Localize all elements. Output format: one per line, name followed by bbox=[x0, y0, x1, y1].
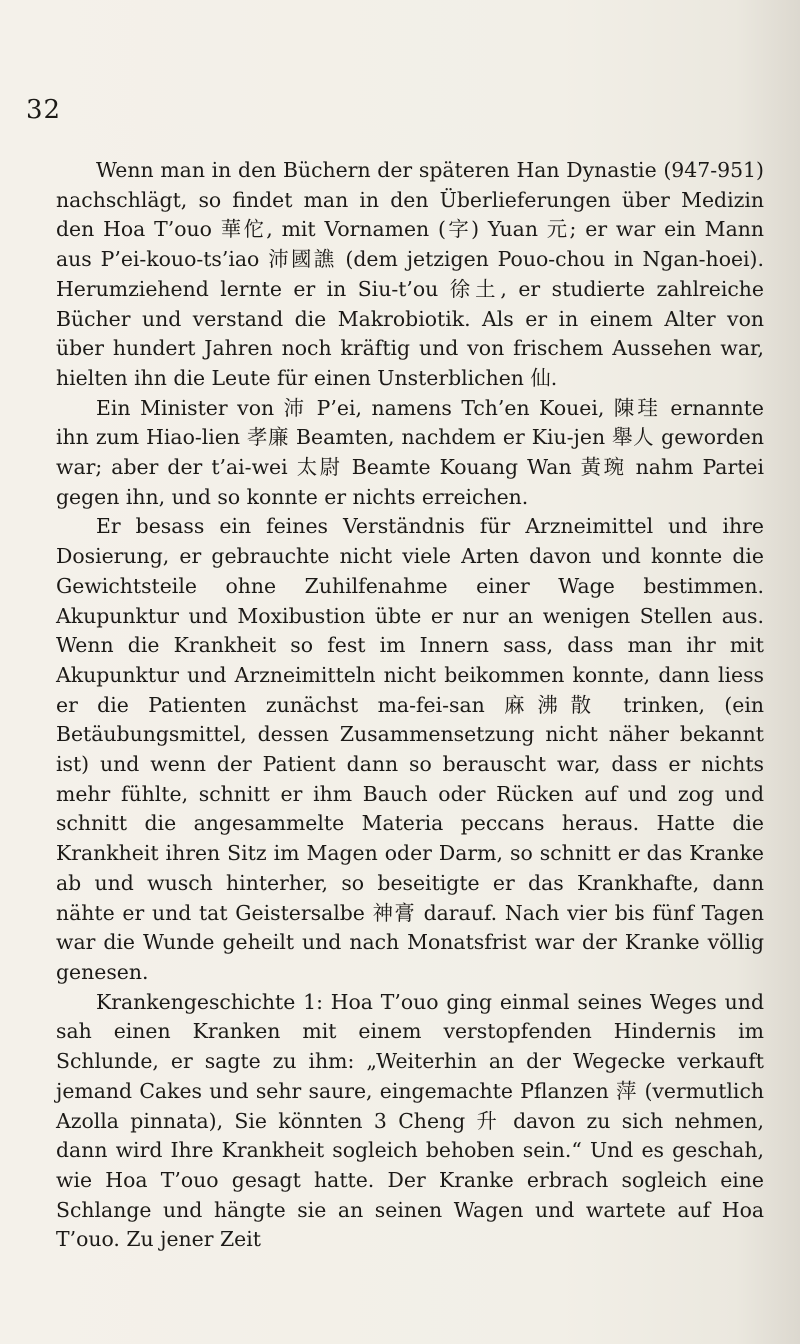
paragraph-1: Wenn man in den Büchern der späteren Han Dynastie (947-951) nachschlägt, so findet man in den Überlieferungen über Medizin den Hoa T’ouo 華佗, mit Vornamen (字) Yuan 元; er war ein Mann aus P’ei-kouo-ts’iao 沛國譙 (dem jetzigen Pouo-chou in Ngan-hoei). Herumziehend lernte er in Siu-t’ou 徐土, er studierte zahlreiche Bücher und verstand die Makrobiotik. Als er in einem Alter von über hundert Jahren noch kräftig und von frischem Aussehen war, hielten ihn die Leute für einen Unsterblichen 仙. bbox=[56, 158, 764, 390]
paragraph-2: Ein Minister von 沛 P’ei, namens Tch’en Kouei, 陳珪 ernannte ihn zum Hiao-lien 孝廉 Beamten, nachdem er Kiu-jen 舉人 geworden war; aber der t’ai-wei 太尉 Beamte Kouang Wan 黃琬 nahm Partei gegen ihn, und so konnte er nichts erreichen. bbox=[56, 395, 764, 509]
paragraph-3: Er besass ein feines Verständnis für Arzneimittel und ihre Dosierung, er gebrauchte nicht viele Arten davon und konnte die Gewichtsteile ohne Zuhilfenahme einer Wage bestimmen. Akupunktur und Moxibustion übte er nur an wenigen Stellen aus. Wenn die Krankheit so fest im Innern sass, dass man ihr mit Akupunktur und Arzneimitteln nicht beikommen konnte, dann liess er die Patienten zunächst ma-fei-san 麻沸散 trinken, (ein Betäubungsmittel, dessen Zusammensetzung nicht näher bekannt ist) und wenn der Patient dann so berauscht war, dass er nichts mehr fühlte, schnitt er ihm Bauch oder Rücken auf und zog und schnitt die angesammelte Materia peccans heraus. Hatte die Krankheit ihren Sitz im Magen oder Darm, so schnitt er das Kranke ab und wusch hinterher, so beseitigte er das Krankhafte, dann nähte er und tat Geistersalbe 神膏 darauf. Nach vier bis fünf Tagen war die Wunde geheilt und nach Monatsfrist war der Kranke völlig genesen. bbox=[56, 514, 764, 984]
paragraph-4: Krankengeschichte 1: Hoa T’ouo ging einmal seines Weges und sah einen Kranken mit einem verstopfenden Hindernis im Schlunde, er sagte zu ihm: „Weiterhin an der Wegecke verkauft jemand Cakes und sehr saure, eingemachte Pflanzen 萍 (vermutlich Azolla pinnata), Sie könnten 3 Cheng 升 davon zu sich nehmen, dann wird Ihre Krankheit sogleich behoben sein.“ Und es geschah, wie Hoa T’ouo gesagt hatte. Der Kranke erbrach sogleich eine Schlange und hängte sie an seinen Wagen und wartete auf Hoa T’ouo. Zu jener Zeit bbox=[56, 989, 764, 1252]
body-text bbox=[56, 156, 764, 1255]
page-number: 32 bbox=[26, 95, 62, 125]
